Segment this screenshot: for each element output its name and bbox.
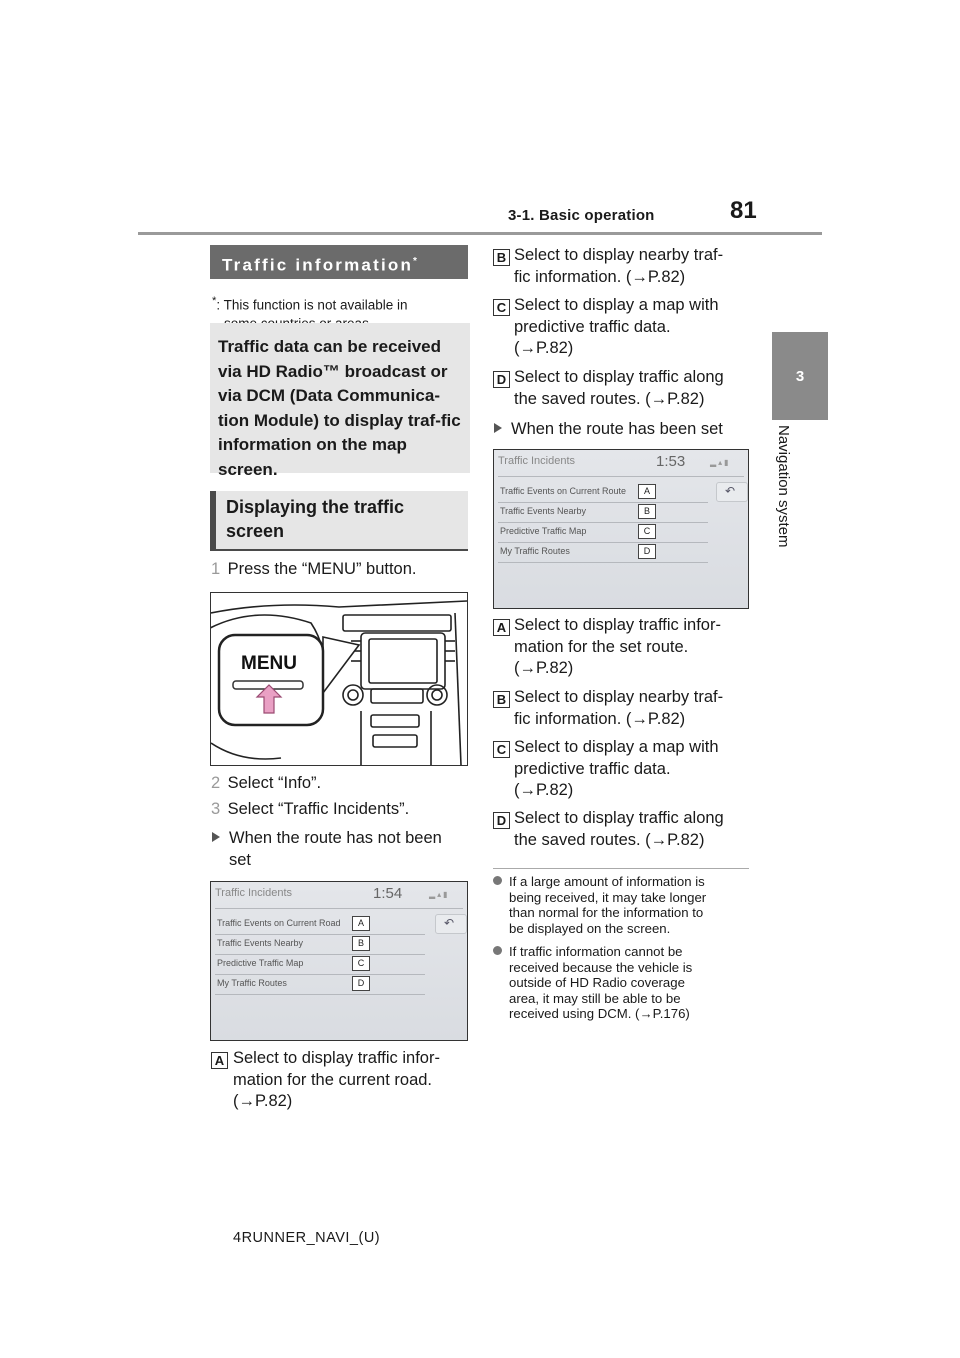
key-badge-d: D <box>493 812 510 829</box>
screen-title: Traffic Incidents <box>215 887 293 899</box>
back-button[interactable] <box>716 482 748 502</box>
note-line: area, it may still be able to be <box>509 990 681 1006</box>
bullet-icon <box>493 876 502 885</box>
back-button[interactable] <box>435 914 467 934</box>
arrow-bullet-icon <box>494 423 502 433</box>
intro-text: Traffic data can be received via HD Radio™ broadcast or via DCM (Data Communica-tion Module) to display traf-fic information on the map screen. <box>218 337 461 479</box>
desc-a-not-set <box>211 1048 469 1113</box>
case-route-not-set <box>212 827 442 871</box>
desc-a-set <box>493 615 751 680</box>
note-line: than normal for the information to <box>509 905 704 921</box>
note-line: If traffic information cannot be <box>509 944 683 959</box>
step-number: 3 <box>211 800 221 818</box>
desc-b-set <box>493 687 751 730</box>
desc-line: predictive traffic data. <box>514 759 671 778</box>
desc-line: (→P.82) <box>514 659 574 677</box>
traffic-incidents-screen-not-set <box>210 881 468 1041</box>
key-d: D <box>352 976 370 991</box>
desc-line: fic information. (→P.82) <box>514 709 686 728</box>
screen-clock: 1:54 <box>373 885 403 902</box>
chapter-label-text: Navigation system <box>775 425 792 548</box>
menu-button-label: MENU <box>241 653 297 674</box>
step-2 <box>211 772 321 794</box>
subheading-line-2: screen <box>226 521 285 541</box>
desc-d-set <box>493 808 751 851</box>
status-icons: ▂▴▮ <box>429 890 450 899</box>
row-divider <box>498 522 708 523</box>
desc-c-set <box>493 737 751 802</box>
chapter-tab <box>772 332 828 420</box>
key-badge-c: C <box>493 299 510 316</box>
subheading-line-1: Displaying the traffic <box>226 497 405 517</box>
note-line: being received, it may take longer <box>509 889 707 905</box>
desc-line: mation for the set route. <box>514 637 689 656</box>
case-line-1: When the route has not been <box>229 829 442 847</box>
note-line: received using DCM. (→P.176) <box>509 1006 690 1022</box>
menu-item-events-nearby[interactable]: Traffic Events Nearby <box>500 506 587 516</box>
desc-line: fic information. (→P.82) <box>514 267 686 286</box>
chapter-label <box>775 425 812 585</box>
row-divider <box>215 974 425 975</box>
desc-line: Select to display traffic along <box>514 809 724 827</box>
key-badge-b: B <box>493 691 510 708</box>
case-text: When the route has been set <box>511 420 723 438</box>
desc-line: Select to display traffic infor- <box>514 616 721 634</box>
key-c: C <box>638 524 656 539</box>
desc-line: the saved routes. (→P.82) <box>514 389 705 408</box>
arrow-bullet-icon <box>212 832 220 842</box>
key-badge-d: D <box>493 371 510 388</box>
footnote-mark: * <box>212 295 217 307</box>
desc-line: Select to display nearby traf- <box>514 246 724 264</box>
key-badge-a: A <box>211 1052 228 1069</box>
notes-divider <box>493 868 749 869</box>
row-divider <box>215 934 425 935</box>
screen-clock: 1:53 <box>656 453 686 470</box>
row-divider <box>215 954 425 955</box>
desc-line: mation for the current road. <box>233 1070 433 1089</box>
desc-b-not-set <box>493 245 751 288</box>
screen-title: Traffic Incidents <box>498 455 576 467</box>
desc-line: Select to display traffic infor- <box>233 1049 440 1067</box>
bullet-icon <box>493 946 502 955</box>
key-badge-c: C <box>493 741 510 758</box>
traffic-incidents-screen-set <box>493 449 749 609</box>
key-badge-b: B <box>493 249 510 266</box>
note-2 <box>493 944 749 1022</box>
section-title <box>210 245 468 279</box>
footnote-line-1: : This function is not available in <box>216 297 408 313</box>
desc-line: Select to display a map with <box>514 738 719 756</box>
step-text: Press the “MENU” button. <box>227 560 417 578</box>
desc-line: (→P.82) <box>514 781 574 799</box>
desc-c-not-set <box>493 295 751 360</box>
row-divider <box>498 502 708 503</box>
chapter-number: 3 <box>795 367 805 385</box>
back-icon: ↶ <box>444 916 455 930</box>
desc-line: Select to display traffic along <box>514 368 724 386</box>
key-b: B <box>352 936 370 951</box>
note-line: received because the vehicle is <box>509 959 693 975</box>
dashboard-drawing <box>211 593 467 765</box>
row-divider <box>498 542 708 543</box>
subheading <box>210 491 468 551</box>
key-badge-a: A <box>493 619 510 636</box>
desc-line: Select to display nearby traf- <box>514 688 724 706</box>
key-b: B <box>638 504 656 519</box>
step-3 <box>211 798 409 820</box>
step-1 <box>211 558 417 580</box>
note-line: outside of HD Radio coverage <box>509 975 685 991</box>
header-divider <box>138 232 822 235</box>
case-route-set <box>494 418 723 440</box>
key-d: D <box>638 544 656 559</box>
menu-item-predictive-map[interactable]: Predictive Traffic Map <box>500 526 587 536</box>
desc-line: (→P.82) <box>514 339 574 357</box>
section-title-text: Traffic information <box>222 255 414 275</box>
desc-line: Select to display a map with <box>514 296 719 314</box>
row-divider <box>498 562 708 563</box>
desc-d-not-set <box>493 367 751 410</box>
step-number: 2 <box>211 774 221 792</box>
screen-divider <box>498 476 744 477</box>
step-number: 1 <box>211 560 221 578</box>
note-line: be displayed on the screen. <box>509 920 671 936</box>
section-title-mark: * <box>413 256 417 267</box>
menu-item-events-current-road[interactable]: Traffic Events on Current Road <box>217 918 341 928</box>
desc-line: predictive traffic data. <box>514 317 671 336</box>
menu-item-my-routes[interactable]: My Traffic Routes <box>217 978 287 988</box>
desc-line: the saved routes. (→P.82) <box>514 830 705 849</box>
row-divider <box>215 994 425 995</box>
case-line-2: set <box>229 851 252 869</box>
note-1 <box>493 874 749 936</box>
status-icons: ▂▴▮ <box>710 458 731 467</box>
menu-item-my-routes[interactable]: My Traffic Routes <box>500 546 570 556</box>
desc-line: (→P.82) <box>233 1092 293 1110</box>
key-a: A <box>638 484 656 499</box>
back-icon: ↶ <box>725 484 736 498</box>
key-c: C <box>352 956 370 971</box>
page-number: 81 <box>730 197 757 224</box>
document-footer: 4RUNNER_NAVI_(U) <box>233 1230 381 1246</box>
screen-divider <box>215 908 463 909</box>
note-line: If a large amount of information is <box>509 874 705 889</box>
step-text: Select “Traffic Incidents”. <box>227 800 410 818</box>
menu-item-events-nearby[interactable]: Traffic Events Nearby <box>217 938 304 948</box>
menu-item-predictive-map[interactable]: Predictive Traffic Map <box>217 958 304 968</box>
menu-button-illustration <box>210 592 468 766</box>
intro-box <box>210 323 470 479</box>
key-a: A <box>352 916 370 931</box>
menu-item-events-current-route[interactable]: Traffic Events on Current Route <box>500 486 627 496</box>
step-text: Select “Info”. <box>227 774 322 792</box>
section-heading: 3-1. Basic operation <box>508 207 655 224</box>
